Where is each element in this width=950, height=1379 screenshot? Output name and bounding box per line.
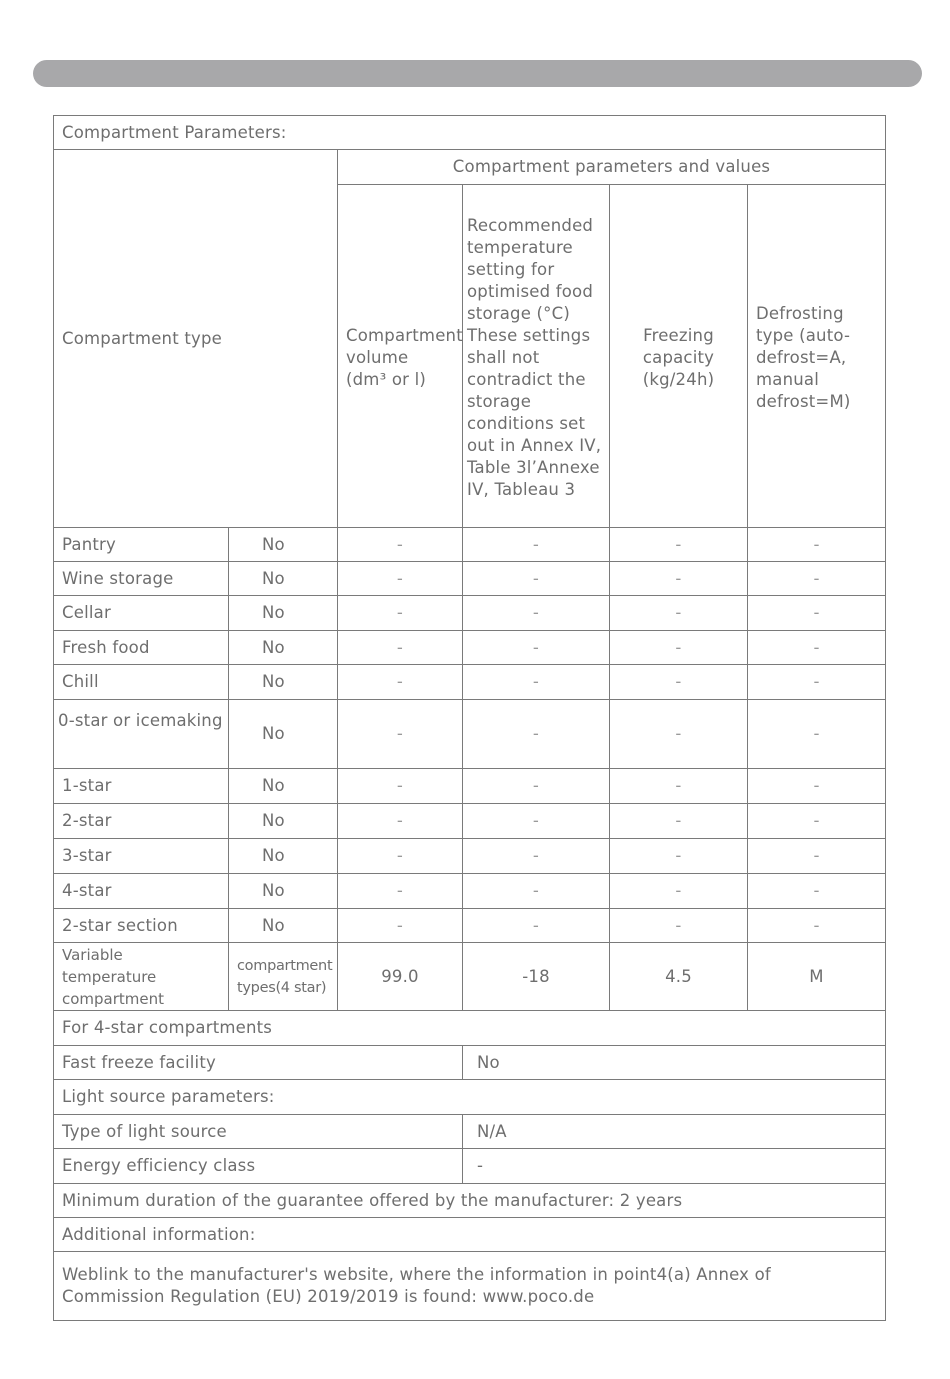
energy-class-value: - [463, 1149, 886, 1184]
table-row [54, 769, 886, 804]
table-row [54, 874, 886, 909]
compartment-volume: - [338, 700, 463, 769]
compartment-volume: - [338, 528, 463, 562]
compartment-freezing: - [610, 839, 748, 874]
table-title: Compartment Parameters: [54, 116, 886, 150]
variable-defrost: M [748, 943, 886, 1011]
compartment-defrost: - [748, 874, 886, 909]
compartment-name: 3-star [54, 839, 229, 874]
compartment-name: Wine storage [54, 562, 229, 596]
variable-temperature: -18 [463, 943, 610, 1011]
compartment-freezing: - [610, 874, 748, 909]
compartment-freezing: - [610, 909, 748, 943]
compartment-freezing: - [610, 528, 748, 562]
compartment-defrost: - [748, 804, 886, 839]
compartment-defrost: - [748, 909, 886, 943]
weblink-text: Weblink to the manufacturer's website, where the information in point4(a) Annex of Commission Regulation (EU) 2019/2019 is found: www.poco.de [54, 1252, 886, 1321]
compartment-temperature: - [463, 874, 610, 909]
compartment-temperature: - [463, 665, 610, 700]
compartment-freezing: - [610, 700, 748, 769]
defrosting-type-header: Defrosting type (auto-defrost=A, manual defrost=M) [748, 185, 886, 528]
compartment-temperature: - [463, 562, 610, 596]
compartment-name: 1-star [54, 769, 229, 804]
compartment-present: No [229, 909, 338, 943]
variable-freezing: 4.5 [610, 943, 748, 1011]
compartment-present: No [229, 631, 338, 665]
compartment-freezing: - [610, 596, 748, 631]
compartment-present: No [229, 804, 338, 839]
compartment-volume: - [338, 631, 463, 665]
compartment-present: No [229, 562, 338, 596]
table-row [54, 562, 886, 596]
compartment-name: Cellar [54, 596, 229, 631]
compartment-freezing: - [610, 631, 748, 665]
compartment-name: 2-star section [54, 909, 229, 943]
compartment-defrost: - [748, 631, 886, 665]
table-row [54, 839, 886, 874]
variable-compartment-name: Variable temperature compartment [54, 943, 229, 1011]
temperature-header: Recommended temperature setting for optimised food storage (°C) These settings shall not contradict the storage conditions set out in Annex IV, Table 3l’Annexe IV, Tableau 3 [463, 185, 610, 528]
compartment-present: No [229, 665, 338, 700]
compartment-temperature: - [463, 596, 610, 631]
compartment-present: No [229, 700, 338, 769]
compartment-temperature: - [463, 839, 610, 874]
table-row [54, 631, 886, 665]
compartment-defrost: - [748, 596, 886, 631]
compartment-defrost: - [748, 839, 886, 874]
light-source-heading: Light source parameters: [54, 1080, 886, 1115]
compartment-volume: - [338, 839, 463, 874]
compartment-defrost: - [748, 665, 886, 700]
compartment-volume: - [338, 562, 463, 596]
compartment-volume: - [338, 874, 463, 909]
compartment-volume: - [338, 909, 463, 943]
light-type-label: Type of light source [54, 1115, 463, 1149]
table-row [54, 665, 886, 700]
compartment-temperature: - [463, 631, 610, 665]
compartment-temperature: - [463, 700, 610, 769]
freezing-capacity-header: Freezing capacity (kg/24h) [610, 185, 748, 528]
compartment-name: 4-star [54, 874, 229, 909]
compartment-temperature: - [463, 769, 610, 804]
four-star-heading: For 4-star compartments [54, 1011, 886, 1046]
compartment-freezing: - [610, 769, 748, 804]
light-type-value: N/A [463, 1115, 886, 1149]
compartment-freezing: - [610, 562, 748, 596]
compartment-name: Fresh food [54, 631, 229, 665]
variable-volume: 99.0 [338, 943, 463, 1011]
table-row [54, 804, 886, 839]
energy-class-label: Energy efficiency class [54, 1149, 463, 1184]
fast-freeze-value: No [463, 1046, 886, 1080]
compartment-volume: - [338, 769, 463, 804]
compartment-temperature: - [463, 528, 610, 562]
table-row [54, 528, 886, 562]
compartment-defrost: - [748, 528, 886, 562]
compartment-volume: - [338, 804, 463, 839]
compartment-present: No [229, 528, 338, 562]
table-row [54, 596, 886, 631]
table-row [54, 700, 886, 769]
compartment-type-header: Compartment type [54, 150, 338, 528]
compartment-defrost: - [748, 700, 886, 769]
compartment-volume: - [338, 665, 463, 700]
group-header: Compartment parameters and values [338, 150, 886, 185]
volume-header: Compartment volume (dm³ or l) [338, 185, 463, 528]
fast-freeze-label: Fast freeze facility [54, 1046, 463, 1080]
guarantee-text: Minimum duration of the guarantee offered by the manufacturer: 2 years [54, 1184, 886, 1218]
compartment-name: Chill [54, 665, 229, 700]
compartment-defrost: - [748, 562, 886, 596]
compartment-name: Pantry [54, 528, 229, 562]
compartment-freezing: - [610, 665, 748, 700]
compartment-present: No [229, 596, 338, 631]
compartment-volume: - [338, 596, 463, 631]
header-bar [33, 60, 922, 87]
compartment-temperature: - [463, 804, 610, 839]
additional-info-heading: Additional information: [54, 1218, 886, 1252]
compartment-freezing: - [610, 804, 748, 839]
compartment-present: No [229, 874, 338, 909]
table-row [54, 909, 886, 943]
variable-compartment-types: compartment types(4 star) [229, 943, 338, 1011]
compartment-parameters-table [53, 115, 886, 1321]
compartment-rows [54, 528, 886, 943]
compartment-name: 2-star [54, 804, 229, 839]
compartment-present: No [229, 839, 338, 874]
compartment-temperature: - [463, 909, 610, 943]
compartment-present: No [229, 769, 338, 804]
compartment-defrost: - [748, 769, 886, 804]
compartment-name: 0-star or icemaking [54, 700, 229, 769]
